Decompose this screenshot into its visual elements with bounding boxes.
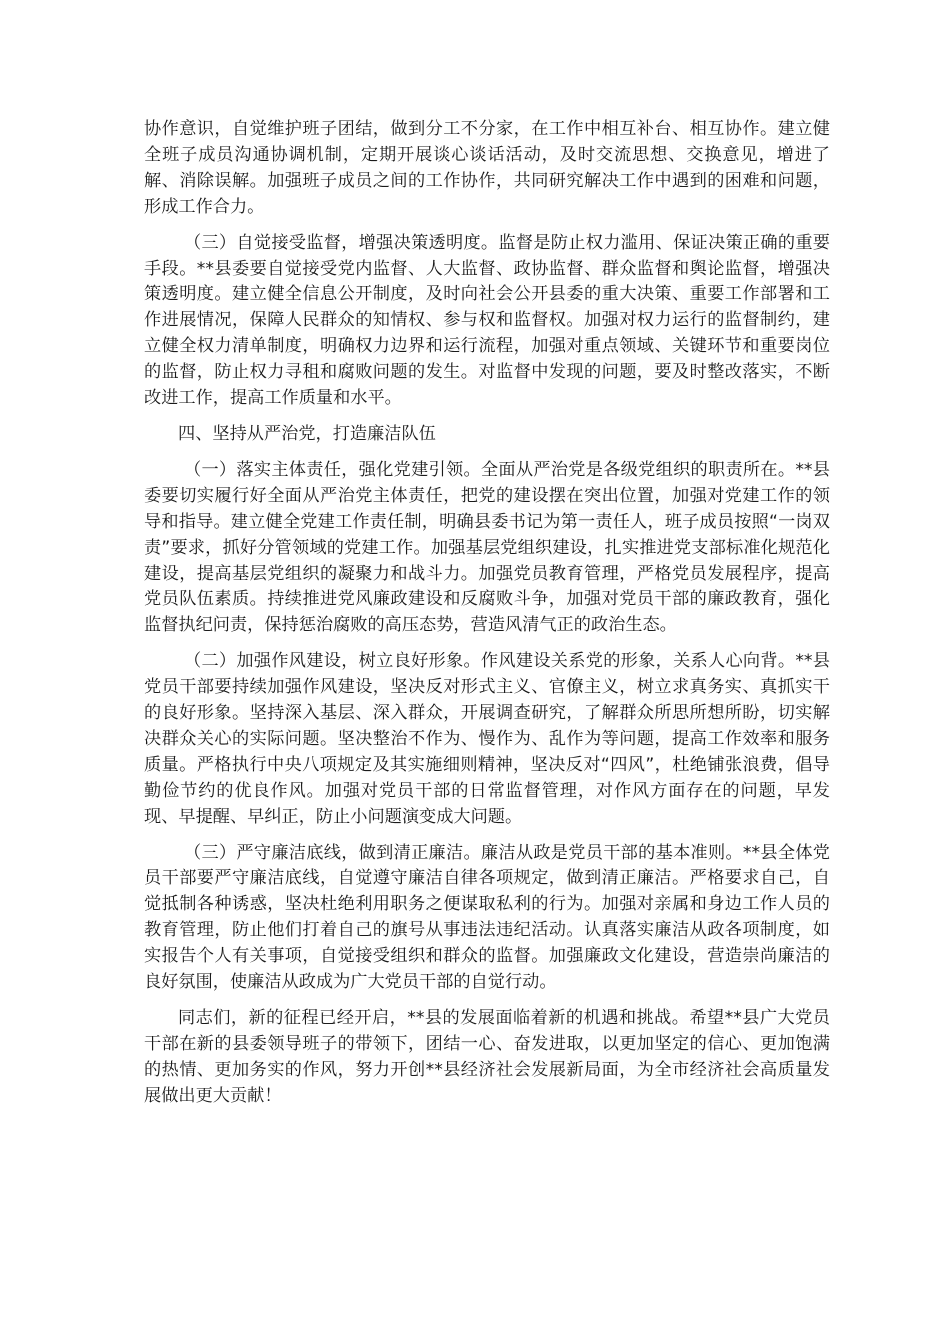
- paragraph-integrity: （三）严守廉洁底线，做到清正廉洁。廉洁从政是党员干部的基本准则。**县全体党员干部要严守廉洁底线，自觉遵守廉洁自律各项规定，做到清正廉洁。严格要求自己，自觉抵制各种诱惑，坚决杜绝利用职务之便谋取私利的行为。加强对亲属和身边工作人员的教育管理，防止他们打着自己的旗号从事违法违纪活动。认真落实廉洁从政各项制度，如实报告个人有关事项，自觉接受组织和群众的监督。加强廉政文化建设，营造崇尚廉洁的良好氛围，使廉洁从政成为广大党员干部的自觉行动。: [144, 842, 830, 993]
- paragraph-closing: 同志们，新的征程已经开启，**县的发展面临着新的机遇和挑战。希望**县广大党员干部在新的县委领导班子的带领下，团结一心、奋发进取，以更加坚定的信心、更加饱满的热情、更加务实的作风，努力开创**县经济社会发展新局面，为全市经济社会高质量发展做出更大贡献！: [144, 1008, 830, 1106]
- paragraph-continuation: 协作意识，自觉维护班子团结，做到分工不分家，在工作中相互补台、相互协作。建立健全班子成员沟通协调机制，定期开展谈心谈话活动，及时交流思想、交换意见，增进了解、消除误解。加强班子成员之间的工作协作，共同研究解决工作中遇到的困难和问题，形成工作合力。: [144, 119, 830, 217]
- paragraph-work-style: （二）加强作风建设，树立良好形象。作风建设关系党的形象，关系人心向背。**县党员干部要持续加强作风建设，坚决反对形式主义、官僚主义，树立求真务实、真抓实干的良好形象。坚持深入基层、深入群众，开展调查研究，了解群众所思所想所盼，切实解决群众关心的实际问题。坚决整治不作为、慢作为、乱作为等问题，提高工作效率和服务质量。严格执行中央八项规定及其实施细则精神，坚决反对“四风”，杜绝铺张浪费，倡导勤俭节约的优良作风。加强对党员干部的日常监督管理，对作风方面存在的问题，早发现、早提醒、早纠正，防止小问题演变成大问题。: [144, 651, 830, 827]
- document-page: [144, 117, 830, 1120]
- section-heading-4: 四、坚持从严治党，打造廉洁队伍: [178, 423, 436, 444]
- paragraph-main-responsibility: （一）落实主体责任，强化党建引领。全面从严治党是各级党组织的职责所在。**县委要切实履行好全面从严治党主体责任，把党的建设摆在突出位置，加强对党建工作的领导和指导。建立健全党建工作责任制，明确县委书记为第一责任人，班子成员按照“一岗双责”要求，抓好分管领域的党建工作。加强基层党组织建设，扎实推进党支部标准化规范化建设，提高基层党组织的凝聚力和战斗力。加强党员教育管理，严格党员发展程序，提高党员队伍素质。持续推进党风廉政建设和反腐败斗争，加强对党员干部的廉政教育，强化监督执纪问责，保持惩治腐败的高压态势，营造风清气正的政治生态。: [144, 459, 830, 636]
- paragraph-supervision: （三）自觉接受监督，增强决策透明度。监督是防止权力滥用、保证决策正确的重要手段。**县委要自觉接受党内监督、人大监督、政协监督、群众监督和舆论监督，增强决策透明度。建立健全信息公开制度，及时向社会公开县委的重大决策、重要工作部署和工作进展情况，保障人民群众的知情权、参与权和监督权。加强对权力运行的监督制约，建立健全权力清单制度，明确权力边界和运行流程，加强对重点领域、关键环节和重要岗位的监督，防止权力寻租和腐败问题的发生。对监督中发现的问题，要及时整改落实，不断改进工作，提高工作质量和水平。: [144, 232, 830, 409]
